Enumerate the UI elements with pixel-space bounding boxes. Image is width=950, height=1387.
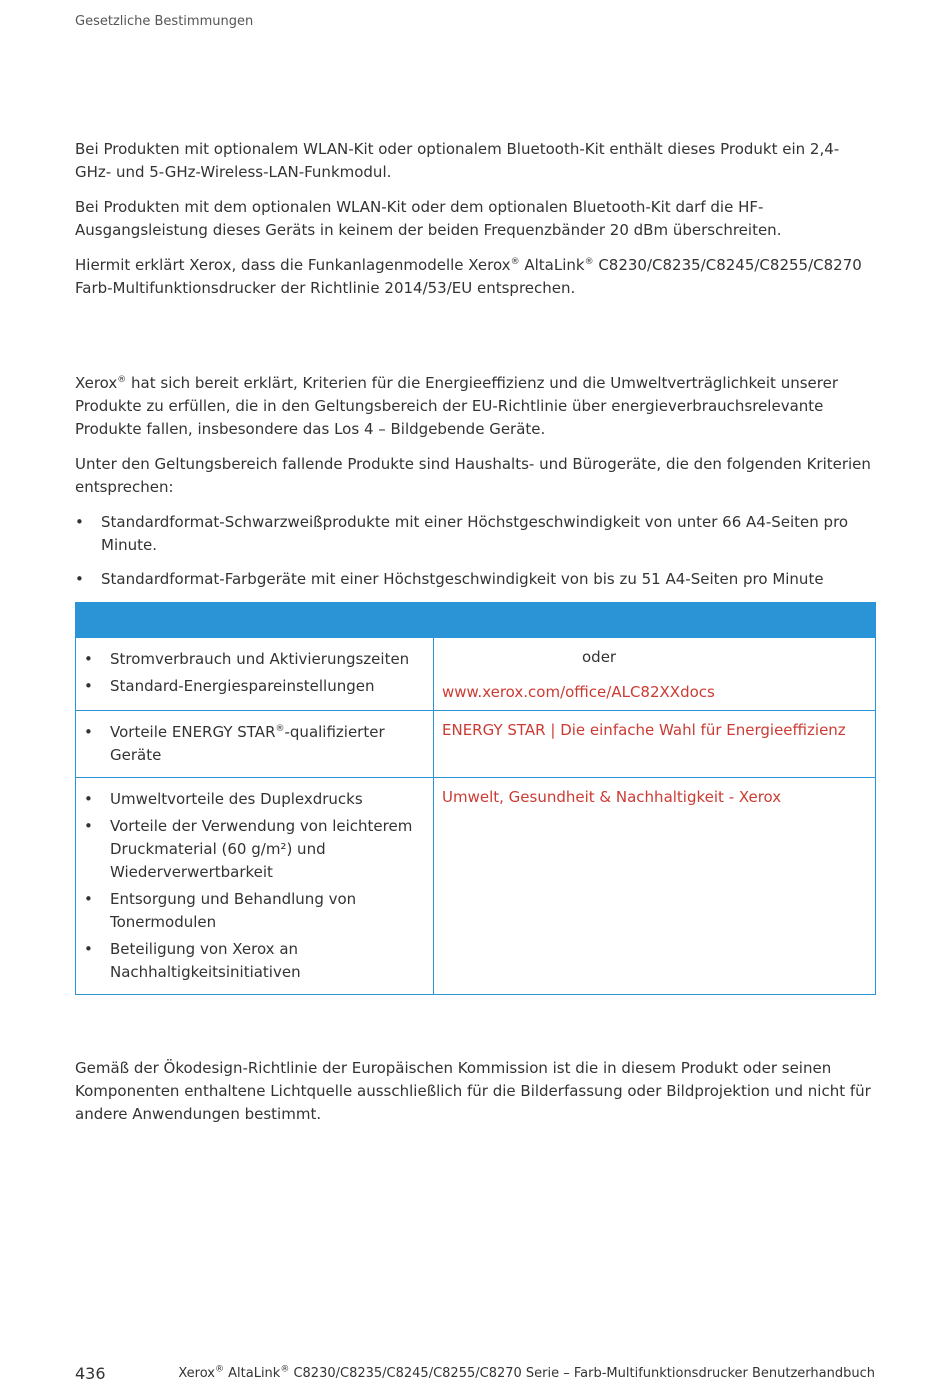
docs-link[interactable]: www.xerox.com/office/ALC82XXdocs — [442, 683, 715, 701]
paragraph-scope: Unter den Geltungsbereich fallende Produkte sind Haushalts- und Bürogeräte, die den folgenden Kriterien entsprechen: — [75, 455, 871, 496]
paragraph-rf-output: Bei Produkten mit dem optionalen WLAN-Kit oder dem optionalen Bluetooth-Kit darf die HF-Ausgangsleistung dieses Geräts in keinem der beiden Frequenzbänder 20 dBm überschreiten. — [75, 198, 782, 239]
list-item: • Entsorgung und Behandlung von Tonermodulen — [84, 888, 423, 934]
table-header-row — [76, 603, 876, 638]
list-item: • Vorteile ENERGY STAR®-qualifizierter Geräte — [84, 721, 423, 767]
list-item: • Vorteile der Verwendung von leichterem Druckmaterial (60 g/m²) und Wiederverwertbarkeit — [84, 815, 423, 884]
registered-mark: ® — [510, 257, 520, 267]
list-item: • Stromverbrauch und Aktivierungszeiten — [84, 648, 423, 671]
environment-info-table — [75, 602, 876, 995]
registered-mark: ® — [584, 257, 594, 267]
table-cell — [434, 778, 876, 995]
table-header-cell — [434, 603, 876, 638]
table-header-cell — [76, 603, 434, 638]
list-item: • Standard-Energiespareinstellungen — [84, 675, 423, 698]
table-row — [76, 638, 876, 711]
footer-title: Xerox® AltaLink® C8230/C8235/C8245/C8255/C8270 Serie – Farb-Multifunktionsdrucker Benutzerhandbuch — [178, 1364, 875, 1381]
table-cell — [434, 711, 876, 778]
table-cell — [76, 711, 434, 778]
table-cell — [434, 638, 876, 711]
registered-mark: ® — [117, 375, 127, 385]
energy-star-link[interactable]: ENERGY STAR | Die einfache Wahl für Energieeffizienz — [442, 721, 846, 739]
paragraph-declaration: Hiermit erklärt Xerox, dass die Funkanlagenmodelle Xerox® AltaLink® C8230/C8235/C8245/C8255/C8270 Farb-Multifunktionsdrucker der Richtlinie 2014/53/EU entsprechen. — [75, 256, 862, 297]
registered-mark: ® — [275, 724, 285, 734]
list-item: • Standardformat-Farbgeräte mit einer Höchstgeschwindigkeit von bis zu 51 A4-Seiten pro Minute — [75, 568, 875, 591]
table-cell — [76, 638, 434, 711]
paragraph-wlan-module: Bei Produkten mit optionalem WLAN-Kit oder optionalem Bluetooth-Kit enthält dieses Produkt ein 2,4-GHz- und 5-GHz-Wireless-LAN-Funkmodul. — [75, 140, 840, 181]
sustainability-link[interactable]: Umwelt, Gesundheit & Nachhaltigkeit - Xerox — [442, 788, 782, 806]
paragraph-ecodesign-commitment: Xerox® hat sich bereit erklärt, Kriterien für die Energieeffizienz und die Umweltverträglichkeit unserer Produkte zu erfüllen, die in den Geltungsbereich der EU-Richtlinie über energieverbrauchsrelevante Produkte fallen, insbesondere das Los 4 – Bildgebende Geräte. — [75, 374, 838, 438]
criteria-list — [75, 511, 875, 591]
table-row — [76, 778, 876, 995]
table-cell — [76, 778, 434, 995]
paragraph-light-source: Gemäß der Ökodesign-Richtlinie der Europäischen Kommission ist die in diesem Produkt oder seinen Komponenten enthaltene Lichtquelle ausschließlich für die Bilderfassung oder Bildprojektion und nicht für andere Anwendungen bestimmt. — [75, 1059, 871, 1123]
table-row — [76, 711, 876, 778]
registered-mark: ® — [280, 1364, 290, 1375]
list-item: • Standardformat-Schwarzweißprodukte mit einer Höchstgeschwindigkeit von unter 66 A4-Seiten pro Minute. — [75, 511, 875, 557]
page-content — [75, 138, 875, 1138]
list-item: • Beteiligung von Xerox an Nachhaltigkeitsinitiativen — [84, 938, 423, 984]
oder-text: oder — [582, 648, 617, 666]
list-item: • Umweltvorteile des Duplexdrucks — [84, 788, 423, 811]
page-number: 436 — [75, 1364, 106, 1383]
running-header: Gesetzliche Bestimmungen — [75, 14, 254, 29]
registered-mark: ® — [215, 1364, 224, 1375]
